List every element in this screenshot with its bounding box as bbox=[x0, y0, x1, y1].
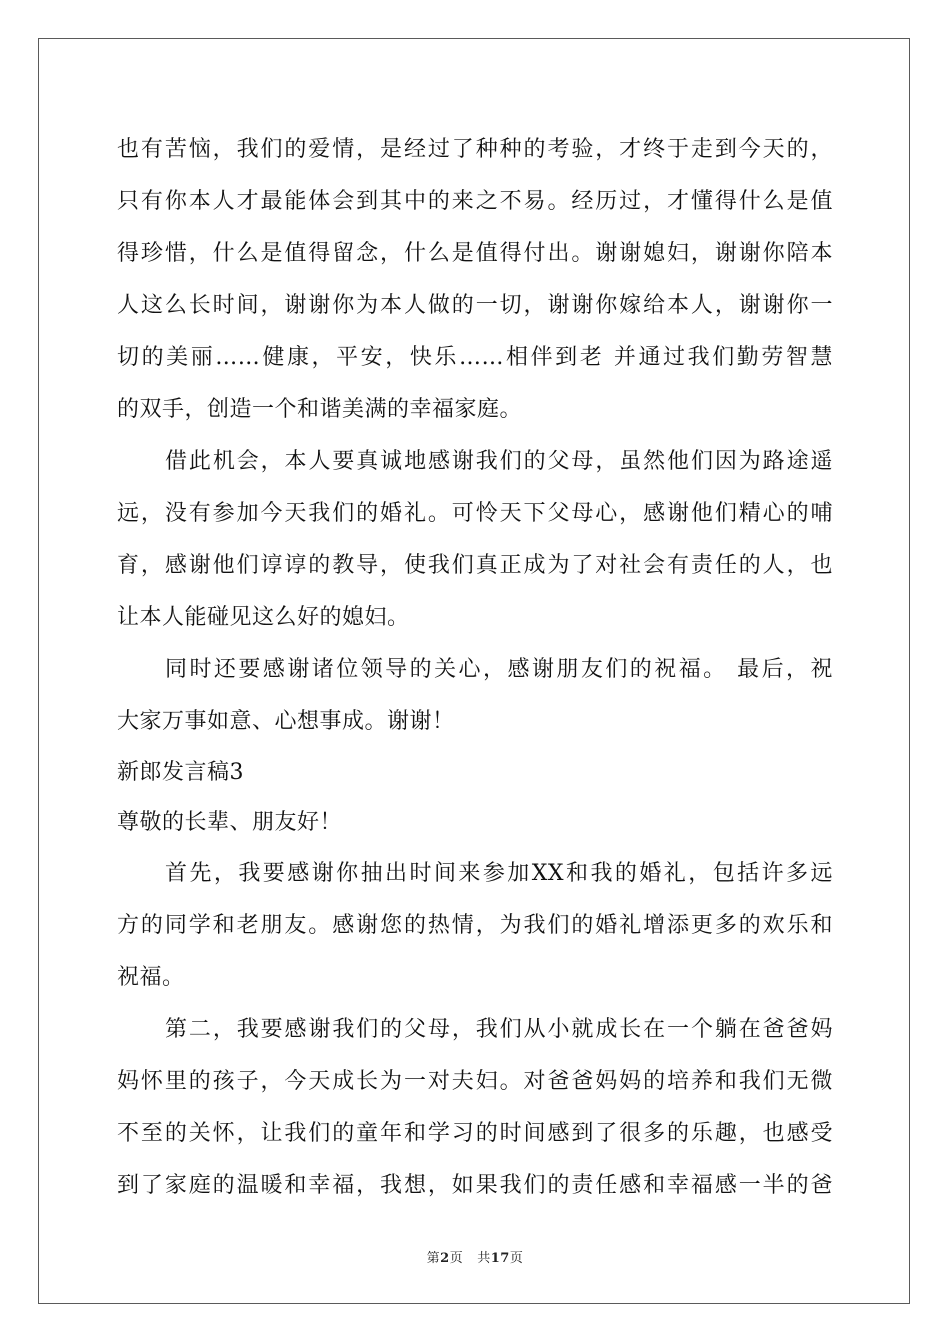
text-line: 切的美丽……健康，平安，快乐……相伴到老 并通过我们勤劳智慧 bbox=[117, 345, 833, 370]
text-line: 大家万事如意、心想事成。谢谢！ bbox=[117, 709, 455, 734]
paragraph bbox=[117, 1004, 833, 1212]
text-line: 到了家庭的温暖和幸福，我想，如果我们的责任感和幸福感一半的爸 bbox=[117, 1173, 833, 1198]
text-line: 远，没有参加今天我们的婚礼。可怜天下父母心，感谢他们精心的哺 bbox=[117, 501, 833, 526]
paragraph bbox=[117, 644, 833, 748]
paragraph bbox=[117, 124, 833, 436]
total-pages: 17 bbox=[490, 1251, 510, 1266]
text-line: 得珍惜，什么是值得留念，什么是值得付出。谢谢媳妇，谢谢你陪本 bbox=[117, 241, 833, 266]
document-body bbox=[117, 124, 833, 1212]
text-line: 只有你本人才最能体会到其中的来之不易。经历过，才懂得什么是值 bbox=[117, 189, 833, 214]
page-number: 2 bbox=[440, 1251, 450, 1266]
page-suffix: 页 bbox=[449, 1251, 464, 1266]
greeting: 尊敬的长辈、朋友好！ bbox=[117, 810, 343, 835]
text-line: 也有苦恼，我们的爱情，是经过了种种的考验，才终于走到今天的， bbox=[117, 137, 833, 162]
text-line: 方的同学和老朋友。感谢您的热情，为我们的婚礼增添更多的欢乐和 bbox=[117, 913, 833, 938]
total-suffix: 页 bbox=[509, 1251, 524, 1266]
text-line: 让本人能碰见这么好的媳妇。 bbox=[117, 605, 410, 630]
text-line: 不至的关怀，让我们的童年和学习的时间感到了很多的乐趣，也感受 bbox=[117, 1121, 833, 1146]
text-line: 第二，我要感谢我们的父母，我们从小就成长在一个躺在爸爸妈 bbox=[165, 1017, 833, 1042]
page-footer bbox=[0, 1247, 950, 1266]
paragraph bbox=[117, 848, 833, 1004]
text-line: 人这么长时间，谢谢你为本人做的一切，谢谢你嫁给本人，谢谢你一 bbox=[117, 293, 833, 318]
text-line: 的双手，创造一个和谐美满的幸福家庭。 bbox=[117, 397, 523, 422]
paragraph bbox=[117, 436, 833, 644]
text-line: 育，感谢他们谆谆的教导，使我们真正成为了对社会有责任的人，也 bbox=[117, 553, 833, 578]
text-line: 同时还要感谢诸位领导的关心，感谢朋友们的祝福。 最后，祝 bbox=[165, 657, 833, 682]
section-title: 新郎发言稿3 bbox=[117, 760, 244, 785]
text-line: 借此机会，本人要真诚地感谢我们的父母，虽然他们因为路途遥 bbox=[165, 449, 833, 474]
text-line: 祝福。 bbox=[117, 965, 185, 990]
text-line: 首先，我要感谢你抽出时间来参加XX和我的婚礼，包括许多远 bbox=[165, 861, 833, 886]
text-line: 妈怀里的孩子，今天成长为一对夫妇。对爸爸妈妈的培养和我们无微 bbox=[117, 1069, 833, 1094]
total-prefix: 共 bbox=[477, 1251, 491, 1266]
page-prefix: 第 bbox=[426, 1251, 441, 1266]
